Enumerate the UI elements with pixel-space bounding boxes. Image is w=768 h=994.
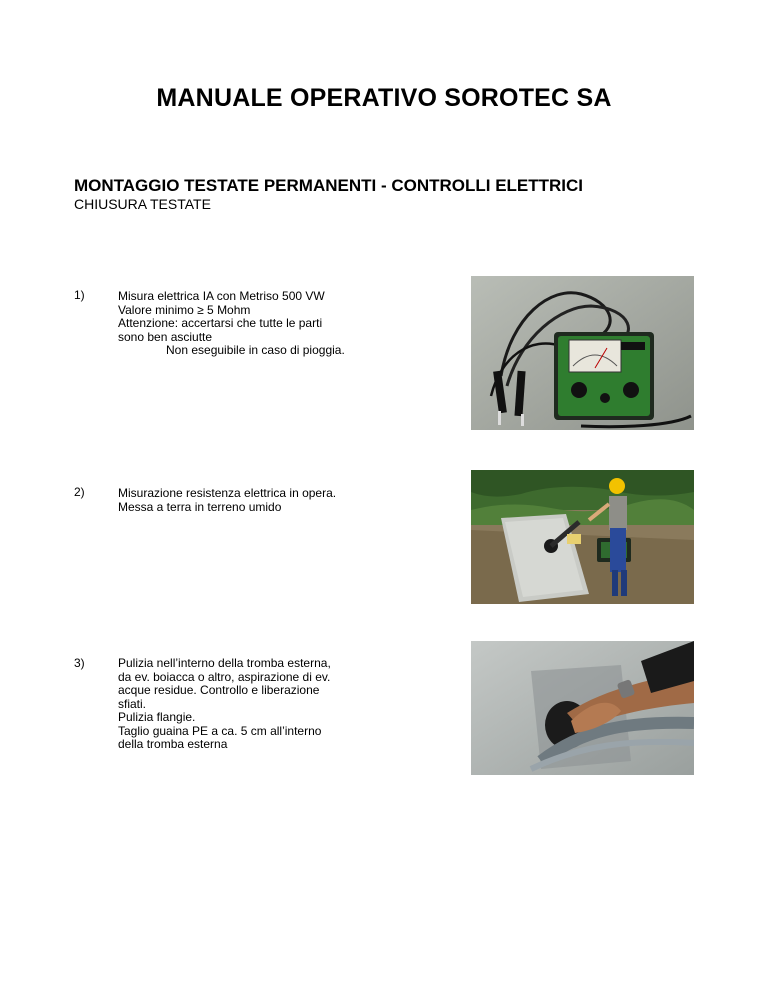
step-2-line: Messa a terra in terreno umido bbox=[118, 499, 282, 514]
step-1-text bbox=[118, 290, 368, 358]
step-1-number: 1) bbox=[74, 288, 85, 302]
step-3-line: da ev. boiacca o altro, aspirazione di ev. bbox=[118, 669, 331, 684]
step-1-line: sono ben asciutte bbox=[118, 329, 213, 344]
step-3-text bbox=[118, 657, 368, 752]
step-1-line: Misura elettrica IA con Metriso 500 VW bbox=[118, 289, 325, 303]
field-measurement-photo bbox=[471, 470, 694, 604]
document-title: MANUALE OPERATIVO SOROTEC SA bbox=[156, 84, 612, 112]
step-2-text bbox=[118, 487, 368, 514]
step-3-line: della tromba esterna bbox=[118, 737, 228, 751]
section-title: MONTAGGIO TESTATE PERMANENTI - CONTROLLI ELETTRICI bbox=[74, 176, 584, 195]
step-2-number: 2) bbox=[74, 485, 85, 499]
trumpet-cleaning-photo bbox=[471, 641, 694, 775]
step-1-line: Attenzione: accertarsi che tutte le parti bbox=[118, 316, 323, 330]
step-1-line: Non eseguibile in caso di pioggia. bbox=[166, 343, 345, 357]
step-3-line: Pulizia nell’interno della tromba esterna, bbox=[118, 656, 331, 670]
step-3-line: acque residue. Controllo e liberazione bbox=[118, 683, 320, 697]
step-3-line: Pulizia flangie. bbox=[118, 710, 196, 724]
step-2-line: Misurazione resistenza elettrica in opera. bbox=[118, 486, 337, 500]
step-3-number: 3) bbox=[74, 656, 85, 670]
section-subtitle: CHIUSURA TESTATE bbox=[74, 196, 211, 212]
step-3-line: Taglio guaina PE a ca. 5 cm all’interno bbox=[118, 723, 322, 738]
insulation-tester-photo bbox=[471, 276, 694, 430]
step-1-line: Valore minimo ≥ 5 Mohm bbox=[118, 302, 251, 317]
step-3-line: sfiati. bbox=[118, 696, 147, 711]
